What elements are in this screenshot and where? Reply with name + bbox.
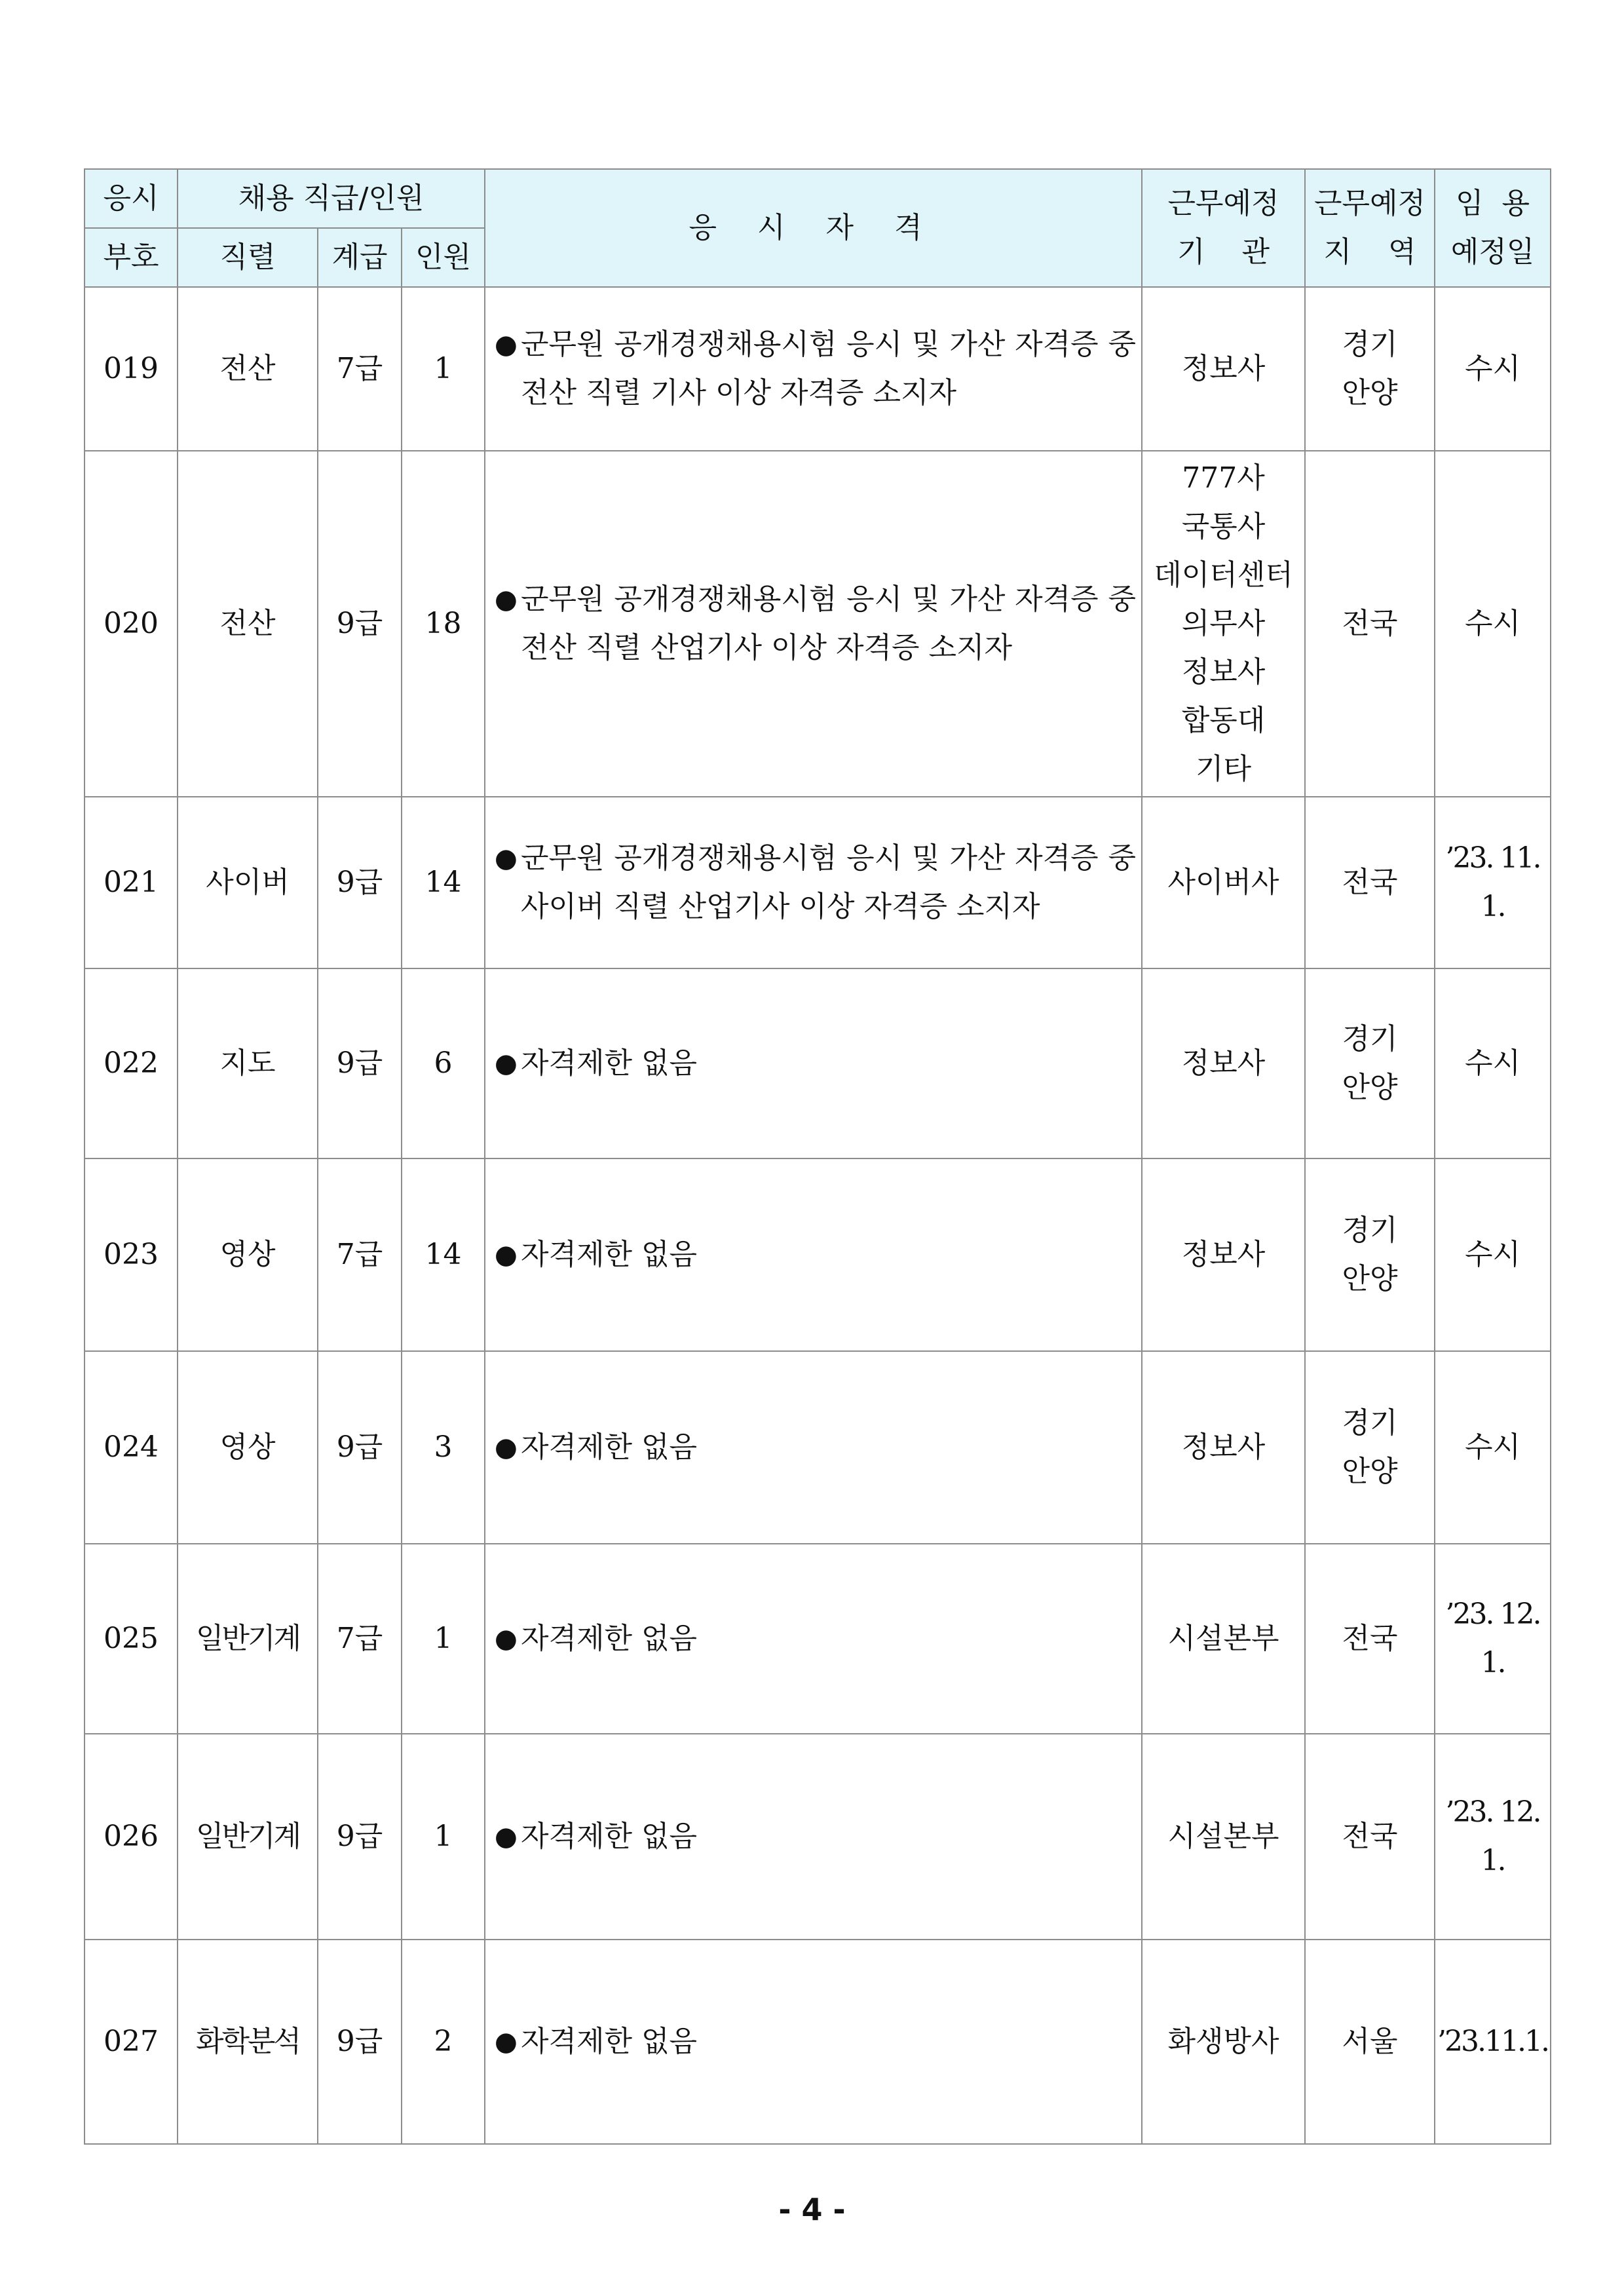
qualification-cell: [485, 1940, 1142, 2144]
header-grade: 계급: [318, 228, 402, 287]
dept-line: 정보사: [1181, 1430, 1266, 1464]
region-line: 전국: [1342, 1820, 1398, 1853]
date-cell: 수시: [1435, 451, 1551, 797]
region-line: 안양: [1342, 1455, 1398, 1488]
qualification-item: [495, 320, 1136, 417]
qualification-cell: [485, 287, 1142, 451]
date-cell: ’23.11.1.: [1435, 1940, 1551, 2144]
date-cell: 수시: [1435, 1351, 1551, 1544]
dept-line: 국통사: [1181, 510, 1266, 543]
dept-cell: [1142, 797, 1305, 968]
qualification-item: [495, 1615, 1136, 1663]
dept-cell: [1142, 1734, 1305, 1940]
count-cell: 18: [402, 451, 485, 797]
dept-line: 정보사: [1181, 655, 1266, 689]
region-cell: [1305, 1544, 1435, 1734]
date-cell: 수시: [1435, 287, 1551, 451]
table-row: [85, 797, 1551, 968]
header-date-line2: 예정일: [1450, 235, 1535, 269]
qualification-cell: [485, 1544, 1142, 1734]
table-row: [85, 1351, 1551, 1544]
dept-cell: [1142, 1351, 1305, 1544]
qualification-item: [495, 2018, 1136, 2066]
dept-line: 정보사: [1181, 1238, 1266, 1271]
header-dept-line2: 기 관: [1177, 235, 1270, 269]
grade-cell: 9급: [318, 797, 402, 968]
header-count: 인원: [402, 228, 485, 287]
exam-no-cell: 025: [85, 1544, 178, 1734]
region-line: 경기: [1342, 1214, 1398, 1247]
qualification-text: 군무원 공개경쟁채용시험 응시 및 가산 자격증 중 전산 직렬 산업기사 이상 자격증 소지자: [521, 583, 1136, 664]
region-line: 안양: [1342, 1262, 1398, 1295]
dept-cell: [1142, 287, 1305, 451]
table-row: [85, 1734, 1551, 1940]
series-cell: 일반기계: [178, 1544, 318, 1734]
region-cell: [1305, 968, 1435, 1158]
dept-line: 의무사: [1181, 607, 1266, 640]
table-row: [85, 1940, 1551, 2144]
date-cell: ’23. 12. 1.: [1435, 1734, 1551, 1940]
count-cell: 1: [402, 1544, 485, 1734]
qualification-text: 자격제한 없음: [521, 1820, 698, 1853]
grade-cell: 9급: [318, 1940, 402, 2144]
grade-cell: 9급: [318, 1351, 402, 1544]
header-dept: [1142, 169, 1305, 287]
bullet-icon: ●: [495, 1048, 518, 1079]
table-row: [85, 451, 1551, 797]
region-line: 서울: [1342, 2025, 1398, 2058]
region-line: 전국: [1342, 1622, 1398, 1655]
series-cell: 전산: [178, 451, 318, 797]
qualification-cell: [485, 451, 1142, 797]
bullet-icon: ●: [495, 1240, 518, 1270]
dept-line: 화생방사: [1167, 2025, 1279, 2058]
qualification-cell: [485, 797, 1142, 968]
exam-no-cell: 020: [85, 451, 178, 797]
region-line: 안양: [1342, 376, 1398, 410]
region-line: 경기: [1342, 1022, 1398, 1056]
region-cell: [1305, 1158, 1435, 1351]
region-cell: [1305, 287, 1435, 451]
qualification-item: [495, 1231, 1136, 1279]
grade-cell: 9급: [318, 451, 402, 797]
grade-cell: 7급: [318, 1158, 402, 1351]
qualification-cell: [485, 1351, 1142, 1544]
qualification-cell: [485, 1158, 1142, 1351]
grade-cell: 7급: [318, 287, 402, 451]
table-row: [85, 1544, 1551, 1734]
count-cell: 3: [402, 1351, 485, 1544]
region-line: 경기: [1342, 328, 1398, 361]
qualification-text: 자격제한 없음: [521, 1430, 698, 1464]
header-region-line2: 지 역: [1323, 235, 1416, 269]
header-exam-no-bottom: 부호: [85, 228, 178, 287]
qualification-text: 자격제한 없음: [521, 1238, 698, 1271]
qualification-text: 자격제한 없음: [521, 1046, 698, 1080]
qualification-text: 자격제한 없음: [521, 1622, 698, 1655]
qualification-item: [495, 834, 1136, 931]
region-cell: [1305, 797, 1435, 968]
exam-no-cell: 026: [85, 1734, 178, 1940]
exam-no-cell: 022: [85, 968, 178, 1158]
date-cell: ’23. 12. 1.: [1435, 1544, 1551, 1734]
exam-no-cell: 023: [85, 1158, 178, 1351]
qualification-text: 군무원 공개경쟁채용시험 응시 및 가산 자격증 중 전산 직렬 기사 이상 자격증 소지자: [521, 328, 1136, 410]
region-cell: [1305, 1940, 1435, 2144]
dept-cell: [1142, 451, 1305, 797]
date-cell: ’23. 11. 1.: [1435, 797, 1551, 968]
bullet-icon: ●: [495, 330, 518, 360]
count-cell: 1: [402, 287, 485, 451]
series-cell: 지도: [178, 968, 318, 1158]
header-region-line1: 근무예정: [1313, 187, 1426, 220]
region-cell: [1305, 1734, 1435, 1940]
header-dept-line1: 근무예정: [1167, 187, 1279, 220]
series-cell: 영상: [178, 1158, 318, 1351]
page-number: - 4 -: [778, 2192, 846, 2227]
dept-line: 시설본부: [1167, 1622, 1279, 1655]
header-series: 직렬: [178, 228, 318, 287]
table-row: [85, 287, 1551, 451]
region-line: 안양: [1342, 1071, 1398, 1104]
region-line: 전국: [1342, 866, 1398, 899]
bullet-icon: ●: [495, 843, 518, 873]
qualification-item: [495, 575, 1136, 672]
qualification-text: 군무원 공개경쟁채용시험 응시 및 가산 자격증 중 사이버 직렬 산업기사 이상 자격증 소지자: [521, 841, 1136, 923]
dept-line: 사이버사: [1167, 866, 1279, 899]
header-date: [1435, 169, 1551, 287]
dept-cell: [1142, 968, 1305, 1158]
bullet-icon: ●: [495, 584, 518, 615]
header-qualification: 응 시 자 격: [485, 169, 1142, 287]
count-cell: 14: [402, 797, 485, 968]
exam-no-cell: 019: [85, 287, 178, 451]
header-region: [1305, 169, 1435, 287]
qualification-item: [495, 1423, 1136, 1472]
bullet-icon: ●: [495, 2027, 518, 2057]
dept-cell: [1142, 1940, 1305, 2144]
header-position: 채용 직급/인원: [178, 169, 485, 228]
count-cell: 6: [402, 968, 485, 1158]
recruitment-table: [84, 168, 1551, 2145]
exam-no-cell: 021: [85, 797, 178, 968]
series-cell: 화학분석: [178, 1940, 318, 2144]
bullet-icon: ●: [495, 1624, 518, 1654]
region-cell: [1305, 1351, 1435, 1544]
dept-line: 정보사: [1181, 1046, 1266, 1080]
dept-line: 기타: [1195, 752, 1251, 786]
bullet-icon: ●: [495, 1822, 518, 1852]
table-row: [85, 1158, 1551, 1351]
count-cell: 14: [402, 1158, 485, 1351]
exam-no-cell: 024: [85, 1351, 178, 1544]
series-cell: 사이버: [178, 797, 318, 968]
qualification-cell: [485, 968, 1142, 1158]
count-cell: 2: [402, 1940, 485, 2144]
dept-line: 합동대: [1181, 704, 1266, 737]
series-cell: 전산: [178, 287, 318, 451]
header-date-line1: 임 용: [1456, 187, 1530, 220]
header-exam-no-top: 응시: [85, 169, 178, 228]
bullet-icon: ●: [495, 1432, 518, 1463]
date-cell: 수시: [1435, 968, 1551, 1158]
table-row: [85, 968, 1551, 1158]
dept-line: 777사: [1182, 461, 1265, 495]
dept-line: 시설본부: [1167, 1820, 1279, 1853]
count-cell: 1: [402, 1734, 485, 1940]
series-cell: 일반기계: [178, 1734, 318, 1940]
dept-cell: [1142, 1544, 1305, 1734]
dept-cell: [1142, 1158, 1305, 1351]
grade-cell: 9급: [318, 968, 402, 1158]
dept-line: 정보사: [1181, 352, 1266, 385]
grade-cell: 9급: [318, 1734, 402, 1940]
qualification-item: [495, 1812, 1136, 1861]
date-cell: 수시: [1435, 1158, 1551, 1351]
qualification-text: 자격제한 없음: [521, 2025, 698, 2058]
region-cell: [1305, 451, 1435, 797]
region-line: 전국: [1342, 607, 1398, 640]
dept-line: 데이터센터: [1154, 558, 1293, 592]
grade-cell: 7급: [318, 1544, 402, 1734]
qualification-cell: [485, 1734, 1142, 1940]
region-line: 경기: [1342, 1406, 1398, 1440]
exam-no-cell: 027: [85, 1940, 178, 2144]
series-cell: 영상: [178, 1351, 318, 1544]
qualification-item: [495, 1039, 1136, 1088]
